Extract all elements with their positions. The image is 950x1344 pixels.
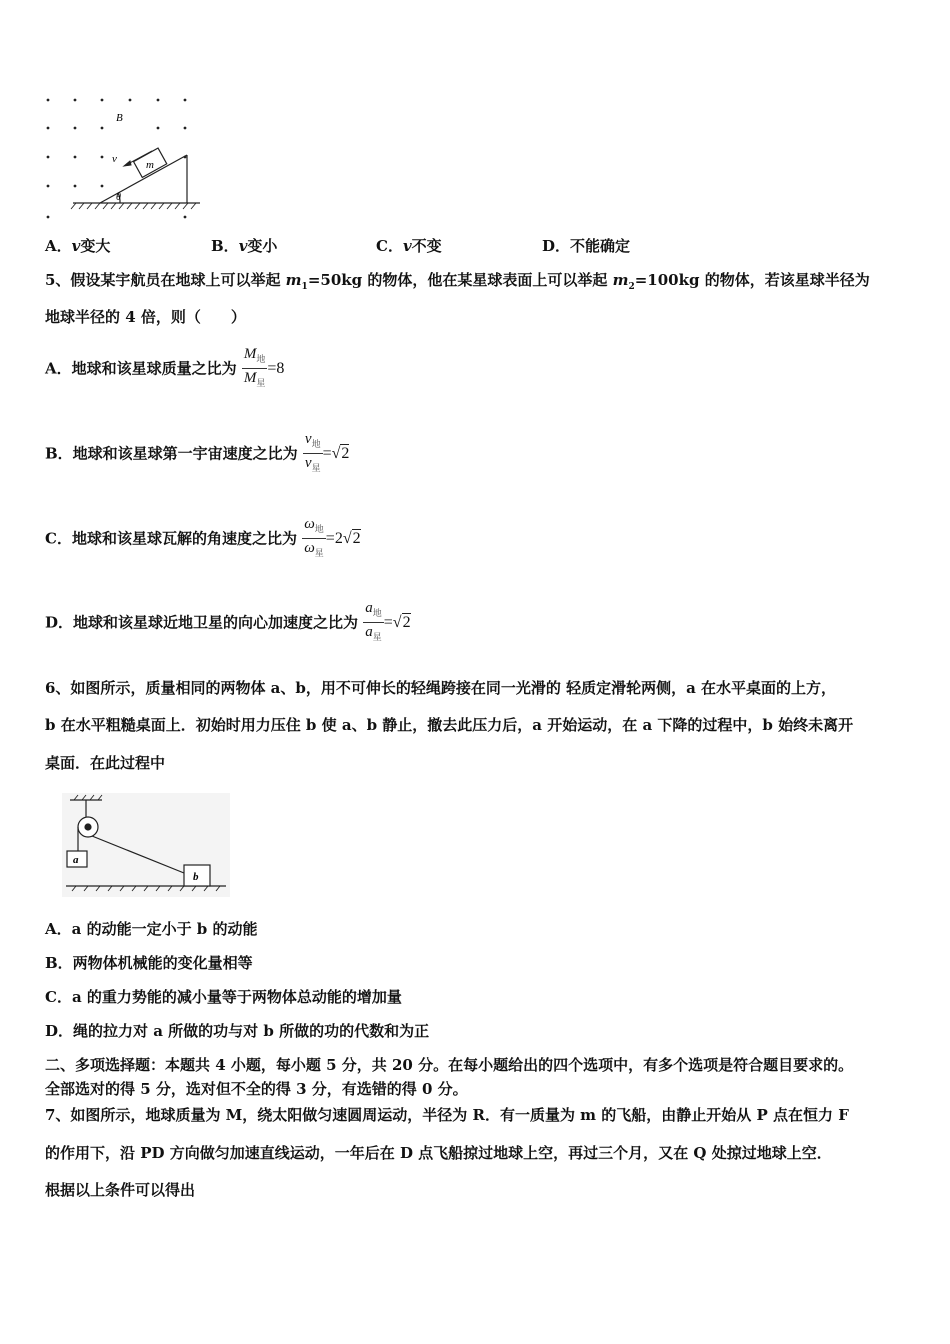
q6-figure [62, 793, 230, 897]
q6-option-d[interactable]: D．绳的拉力对 a 所做的功与对 b 所做的功的代数和为正 [45, 1022, 430, 1040]
q6-option-c[interactable]: C．a 的重力势能的减小量等于两物体总动能的增加量 [45, 988, 402, 1006]
label-v: v [112, 153, 117, 165]
q7-stem-line2: 的作用下，沿 PD 方向做匀加速直线运动，一年后在 D 点飞船掠过地球上空，再过三个月，又在 Q 处掠过地球上空． [45, 1144, 832, 1162]
q5-stem-line1: 5、假设某宇航员在地球上可以举起 $m_1=50kg$ 的物体，他在某星球表面上可以举起 $m_2=100kg$ 的物体，若该星球半径为 [45, 271, 870, 292]
label-theta: θ [116, 192, 121, 203]
q6-stem-line3: 桌面．在此过程中 [45, 754, 166, 772]
q5-option-d[interactable]: D．地球和该星球近地卫星的向心加速度之比为 $\frac{a_地}{a_星}$ =√2 [45, 599, 411, 646]
q7-stem-line1: 7、如图所示，地球质量为 M，绕太阳做匀速圆周运动，半径为 R．有一质量为 m 的飞船，由静止开始从 P 点在恒力 F [45, 1106, 849, 1124]
fraction: $\frac{M_地}{M_星}$ [243, 346, 266, 388]
q6-stem-line2: b 在水平粗糙桌面上．初始时用力压住 b 使 a、b 静止，撤去此压力后，a 开始运动，在 a 下降的过程中，b 始终未离开 [45, 716, 854, 734]
label-a: a [73, 854, 79, 866]
label-b: b [193, 871, 199, 883]
q4-options [45, 236, 905, 256]
q4-option-d[interactable]: D．不能确定 [542, 237, 631, 255]
q5-option-c[interactable]: C．地球和该星球瓦解的角速度之比为 $\frac{\omega_地}{\omega_星}$ =2√2 [45, 515, 361, 562]
q5-option-b[interactable]: B．地球和该星球第一宇宙速度之比为 $\frac{v_地}{v_星}$ =√2 [45, 430, 349, 477]
fraction: $\frac{a_地}{a_星}$ [365, 600, 382, 642]
q5-option-a[interactable]: A．地球和该星球质量之比为 $\frac{M_地}{M_星}$ =8 [45, 345, 284, 392]
label-m: m [146, 159, 154, 171]
q4-option-a[interactable]: A．v变大 [45, 237, 111, 255]
section2-heading-line2: 全部选对的得 5 分，选对但不全的得 3 分，有选错的得 0 分。 [45, 1080, 468, 1098]
ground-hatch [71, 203, 196, 209]
q5-stem-line2: 地球半径的 4 倍，则（ ） [45, 308, 246, 326]
fraction: $\frac{\omega_地}{\omega_星}$ [304, 516, 324, 558]
fraction: $\frac{v_地}{v_星}$ [304, 431, 321, 473]
q4-option-b[interactable]: B．v变小 [211, 237, 278, 255]
q6-stem-line1: 6、如图所示，质量相同的两物体 a、b，用不可伸长的轻绳跨接在同一光滑的 轻质定滑轮两侧，a 在水平桌面的上方， [45, 679, 837, 697]
q4-figure [40, 90, 210, 225]
label-B: B [116, 112, 123, 124]
section2-heading-line1: 二、多项选择题：本题共 4 小题，每小题 5 分，共 20 分。在每小题给出的四个选项中，有多个选项是符合题目要求的。 [45, 1056, 854, 1074]
q7-stem-line3: 根据以上条件可以得出 [45, 1181, 196, 1199]
q6-option-a[interactable]: A．a 的动能一定小于 b 的动能 [45, 920, 258, 938]
q6-option-b[interactable]: B．两物体机械能的变化量相等 [45, 954, 253, 972]
q4-option-c[interactable]: C．v不变 [376, 237, 442, 255]
